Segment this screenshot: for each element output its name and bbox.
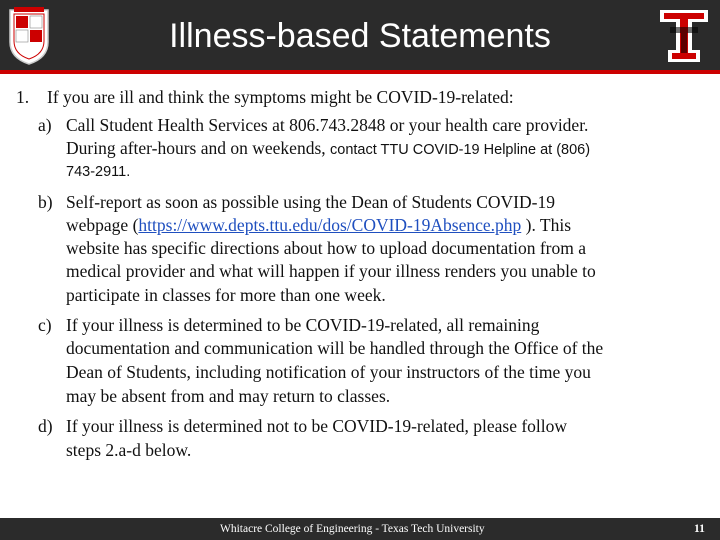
sublist-text xyxy=(66,137,590,161)
sublist-marker: c) xyxy=(38,315,52,335)
sublist-text: If your illness is determined to be COVID-19-related, all remaining xyxy=(66,315,540,335)
sublist-text: Call Student Health Services at 806.743.2848 or your health care provider. xyxy=(66,115,589,135)
sublist-text: Self-report as soon as possible using the Dean of Students COVID-19 xyxy=(66,192,555,212)
sublist-text: If your illness is determined not to be COVID-19-related, please follow xyxy=(66,416,568,436)
sublist-text: documentation and communication will be handled through the Office of the xyxy=(66,338,604,358)
sublist-text: medical provider and what will happen if your illness renders you unable to xyxy=(66,261,596,281)
sublist-text: website has specific directions about how to upload documentation from a xyxy=(66,238,587,258)
sublist-text: Dean of Students, including notification of your instructors of the time you xyxy=(66,362,591,382)
footer-text: Whitacre College of Engineering - Texas Tech University xyxy=(220,523,485,535)
page-number: 11 xyxy=(694,523,705,535)
sublist-marker: a) xyxy=(38,115,52,135)
sublist-marker: d) xyxy=(38,416,53,436)
slide-title: Illness-based Statements xyxy=(169,17,551,55)
sublist-marker: b) xyxy=(38,192,53,212)
sublist-text-serif: During after-hours and on weekends, xyxy=(66,138,326,158)
list-marker: 1. xyxy=(16,87,30,107)
slide-footer xyxy=(0,518,720,540)
covid-absence-link[interactable]: https://www.depts.ttu.edu/dos/COVID-19Absence.php xyxy=(138,215,522,235)
sublist-text: may be absent from and may return to classes. xyxy=(66,386,391,406)
link-prefix: webpage ( xyxy=(66,215,139,235)
sublist-text-sans: 743-2911. xyxy=(66,164,131,180)
sublist-text: steps 2.a-d below. xyxy=(66,440,192,460)
sublist-text xyxy=(66,214,571,236)
link-suffix: ). This xyxy=(521,215,572,235)
sublist-text: participate in classes for more than one week. xyxy=(66,285,386,305)
list-item-text: If you are ill and think the symptoms might be COVID-19-related: xyxy=(47,87,514,107)
sublist-text-sans: contact TTU COVID-19 Helpline at (806) xyxy=(330,142,591,158)
